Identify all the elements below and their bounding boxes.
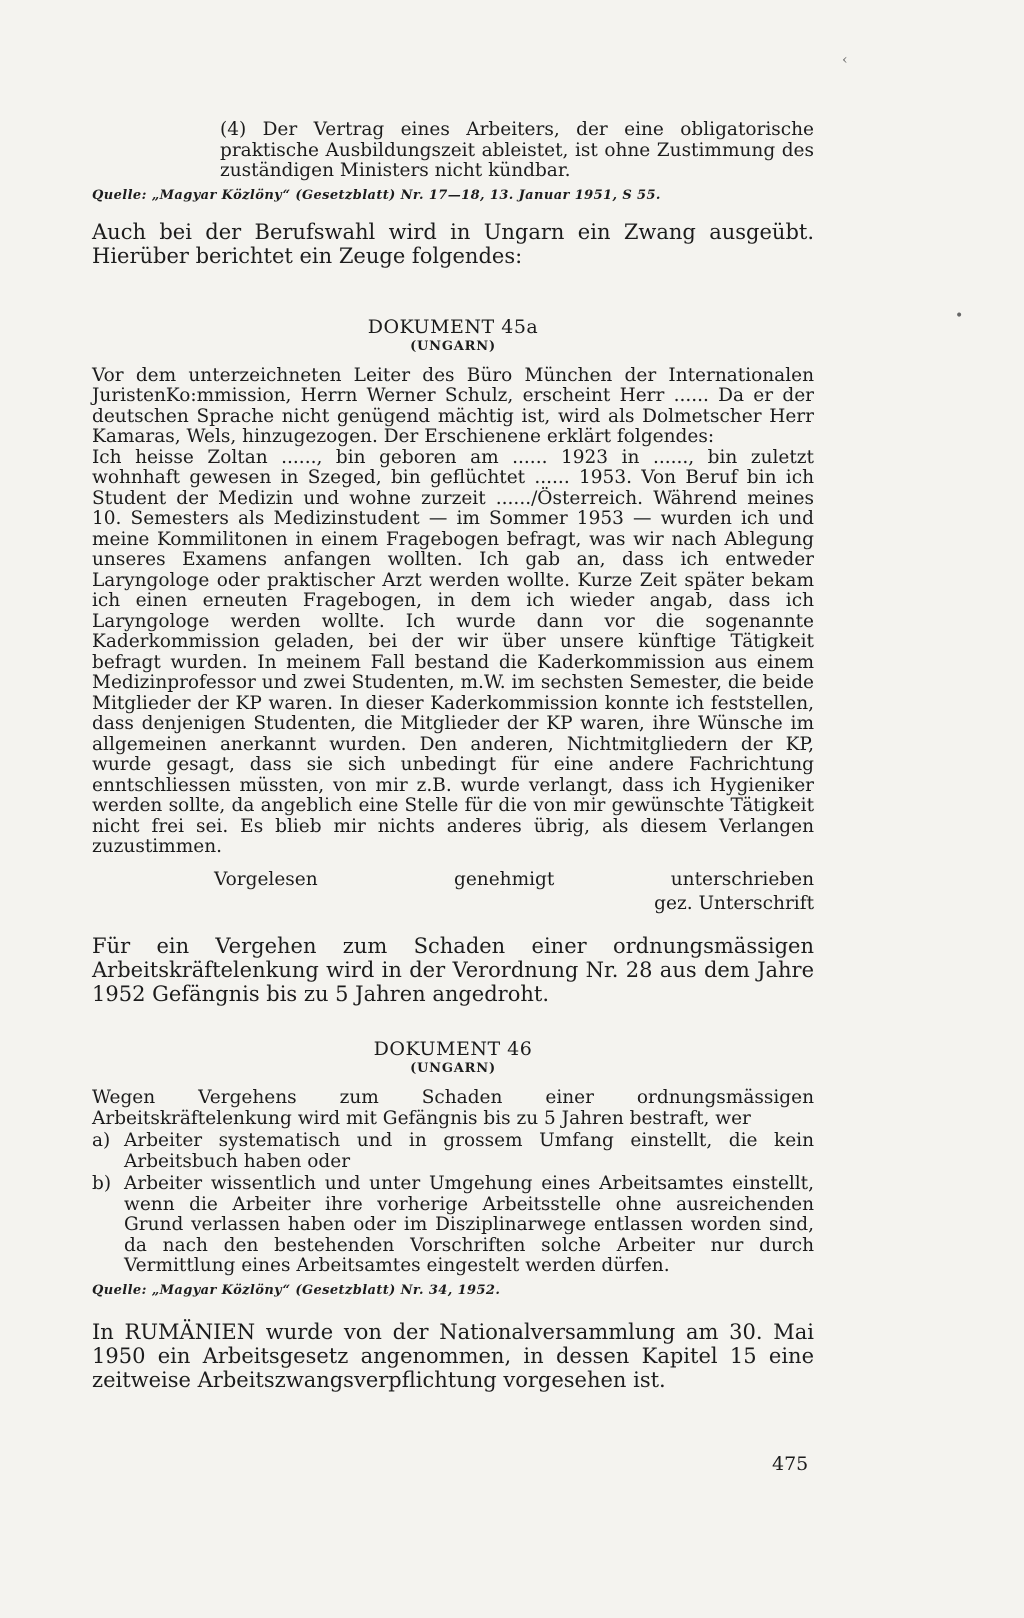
scan-mark: • xyxy=(955,308,964,324)
document-title: DOKUMENT 46 xyxy=(373,1038,533,1060)
list-marker: a) xyxy=(92,1130,111,1151)
final-paragraph: In RUMÄNIEN wurde von der Nationalversammlung am 30. Mai 1950 ein Arbeitsgesetz angenommen, in dessen Kapitel 15 eine zeitweise Arbeitszwangsverpflichtung vorgesehen ist. xyxy=(92,1319,814,1392)
list-item xyxy=(92,1174,814,1277)
witness-statement: Ich heisse Zoltan ......, bin geboren am ...... 1923 in ......, bin zuletzt wohnhaft gewesen in Szeged, bin geflüchtet ...... 1953. Von Beruf bin ich Student der Medizin und wohne zurzeit ....../Österreich. Während meines 10. Semesters als Medizinstudent — im Sommer 1953 — wurden ich und meine Kommilitonen in einem Fragebogen befragt, was wir nach Ablegung unseres Examens anfangen wollten. Ich gab an, dass ich entweder Laryngologe oder praktischer Arzt werden wollte. Kurze Zeit später bekam ich einen erneuten Fragebogen, in dem ich wieder angab, dass ich Laryngologe werden wollte. Ich wurde dann vor die sogenannte Kaderkommission geladen, bei der wir über unsere künftige Tätigkeit befragt wurden. In meinem Fall bestand die Kaderkommission aus einem Medizinprofessor und zwei Studenten, m.W. im sechsten Semester, die beide Mitglieder der KP waren. In dieser Kaderkommission konnte ich feststellen, dass denjenigen Studenten, die Mitglieder der KP waren, ihre Wünsche im allgemeinen anerkannt wurden. Den anderen, Nichtmitgliedern der KP, wurde gesagt, dass sie sich unbedingt für eine andere Fachrichtung enntschliessen müssten, von mir z.B. wurde verlangt, dass ich Hygieniker werden sollte, da angeblich eine Stelle für die von mir gewünschte Tätigkeit nicht frei sei. Es blieb mir nichts anderes übrig, als diesem Verlangen zuzustimmen. xyxy=(92,446,814,857)
scan-mark: ‹ xyxy=(842,52,848,68)
signature-read: Vorgelesen xyxy=(214,868,318,890)
signature-signed: unterschrieben xyxy=(670,868,814,890)
list-text: Arbeiter wissentlich und unter Umgehung eines Arbeitsamtes einstellt, wenn die Arbeiter ihre vorherige Arbeitsstelle ohne ausreichenden Grund verlassen haben oder im Disziplinarwege entlassen worden sind, da nach den bestehenden Vorschriften solche Arbeiter nur durch Vermittlung eines Arbeitsamtes eingestelt werden dürfen. xyxy=(124,1173,814,1276)
document-country: (UNGARN) xyxy=(410,1061,496,1076)
list-text: Arbeiter systematisch und in grossem Umfang einstellt, die kein Arbeitsbuch haben oder xyxy=(124,1130,814,1172)
intro-paragraph: Auch bei der Berufswahl wird in Ungarn ein Zwang ausgeübt. Hierüber berichtet ein Zeuge folgendes: xyxy=(92,219,814,268)
signature-note: gez. Unterschrift xyxy=(654,892,814,914)
page-content xyxy=(92,120,814,1392)
paragraph-4: (4) Der Vertrag eines Arbeiters, der eine obligatorische praktische Ausbildungszeit ableistet, ist ohne Zustimmung des zuständigen Ministers nicht kündbar. xyxy=(220,119,814,181)
document-header xyxy=(92,316,814,356)
document-body: Wegen Vergehens zum Schaden einer ordnungsmässigen Arbeitskräftelenkung wird mit Gefängnis bis zu 5 Jahren bestraft, wer xyxy=(92,1087,814,1129)
source-citation: Quelle: „Magyar Közlöny“ (Gesetzblatt) Nr. 17—18, 13. Januar 1951, S 55. xyxy=(92,187,661,203)
page-number: 475 xyxy=(772,1453,809,1475)
document-header xyxy=(92,1038,814,1078)
document-country: (UNGARN) xyxy=(410,338,496,354)
document-body: Vor dem unterzeichneten Leiter des Büro München der Internationalen JuristenKo:mmission, Herrn Werner Schulz, erscheint Herr ...... Da er der deutschen Sprache nicht genügend mächtig ist, wird als Dolmetscher Herr Kamaras, Wels, hinzugezogen. Der Erschienene erklärt folgendes: xyxy=(92,364,814,447)
list-marker: b) xyxy=(92,1173,112,1194)
document-title: DOKUMENT 45a xyxy=(367,315,539,338)
middle-paragraph: Für ein Vergehen zum Schaden einer ordnungsmässigen Arbeitskräftelenkung wird in der Verordnung Nr. 28 aus dem Jahre 1952 Gefängnis bis zu 5 Jahren angedroht. xyxy=(92,934,814,1006)
source-citation: Quelle: „Magyar Közlöny“ (Gesetzblatt) Nr. 34, 1952. xyxy=(92,1282,501,1298)
list-item xyxy=(92,1131,814,1172)
signature-row xyxy=(92,870,814,894)
signature-approved: genehmigt xyxy=(454,868,555,890)
